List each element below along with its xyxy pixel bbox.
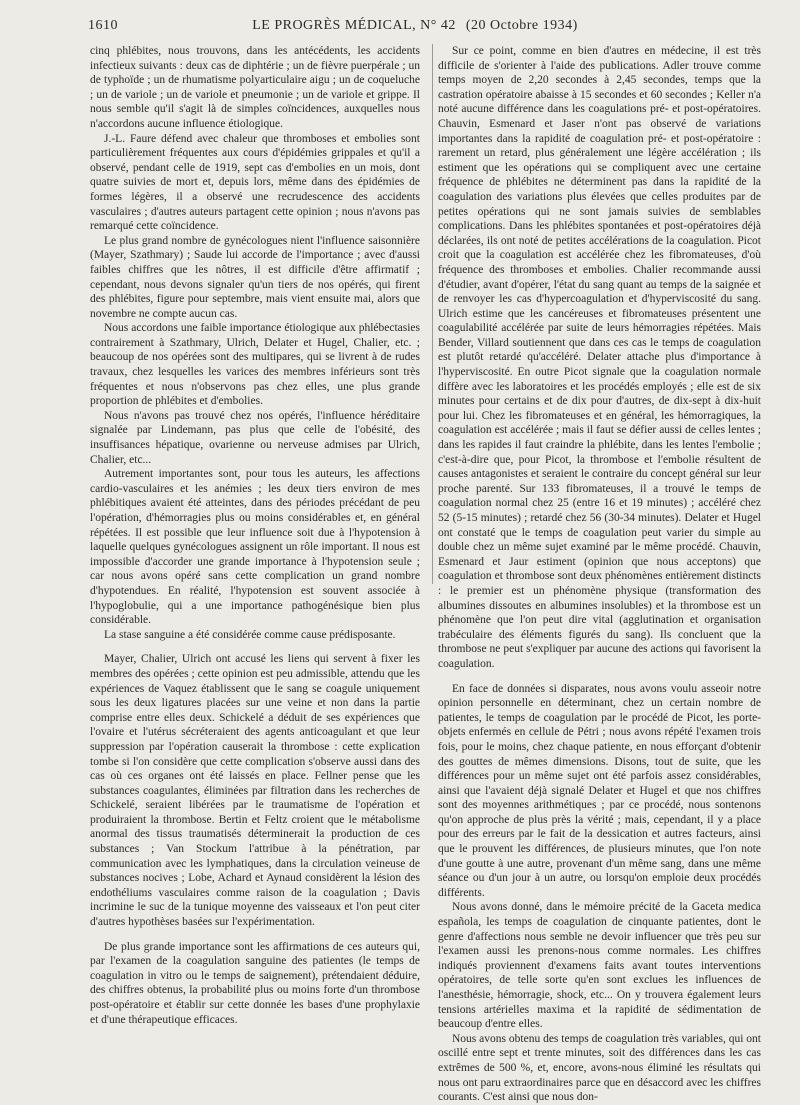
paragraph: La stase sanguine a été considérée comme cause prédisposante.: [104, 628, 396, 641]
paragraph: Autrement importantes sont, pour tous les auteurs, les affections cardio-vasculaires et les anémies ; les deux tiers environ de mes phlébitiques avaient été atteintes, dans des périodes précédant de peu l'opération, d'hémorragies plus ou moins considérables et, en général répétées. Il est possible que leur influence soit due à l'hypotension à laquelle quelques gynécologues assignent un rôle important. Il nous est impossible d'accorder une grande importance à l'hypotension seule ; car nous avons opéré sans cette complication un grand nombre d'hypotendues. En réalité, l'hypotension est souvent associée à l'hypoglobulie, qui a une importance pathogénésique bien plus considérable.: [90, 468, 420, 627]
paragraph: Nous n'avons pas trouvé chez nos opérés, l'influence héréditaire signalée par Lindemann, pas plus que celle de l'obésité, des insuffisances hépatique, ovarienne ou nerveuse admises par Ulrich, Chalier, etc...: [90, 409, 420, 466]
issue-number: N° 42: [420, 18, 456, 33]
page-header: [88, 18, 742, 36]
journal-name: LE PROGRÈS MÉDICAL,: [252, 18, 417, 33]
left-column: [90, 44, 420, 1027]
paragraph: Nous avons donné, dans le mémoire précité de la Gaceta medica española, les temps de coagulation de cinquante patientes, dont le genre d'affections nous semble ne devoir influencer que très peu sur l'examen aussi les prenons-nous comme normales. Les chiffres indiqués proviennent d'examens faits avant toutes interventions opératoires, de telle sorte qu'en sont exclues les influences de l'anesthésie, hémorragie, shock, etc... On y trouvera également leurs tensions artérielles maxima et la rapidité de sédimentation de beaucoup d'entre elles.: [438, 901, 761, 1031]
paragraph: De plus grande importance sont les affirmations de ces auteurs qui, par l'examen de la coagulation sanguine des patientes (le temps de coagulation in vitro ou le temps de saignement), prétendaient déduire, des chiffres obtenus, la probabilité plus ou moins forte d'un thrombose post-opératoire et établir sur cette donnée les bases d'une prophylaxie et d'une thérapeutique efficaces.: [90, 940, 420, 1026]
paragraph: En face de données si disparates, nous avons voulu asseoir notre opinion personnelle en déterminant, chez un certain nombre de patientes, le temps de coagulation par le procédé de Picot, les porte-objets enfermés en cellule de Pétri ; nous avons répété l'examen trois fois, pour le moins, chez chaque patiente, en nous efforçant d'obtenir des gouttes de mêmes dimensions. Disons, tout de suite, que les différences pour un même sujet ont été parfois assez considérables, ainsi que l'avaient déjà signalé Delater et Hugel et que nos chiffres sont des moyennes arithmétiques ; par ce procédé, nous sontenons qu'on approche de plus près la vérité ; mais, cependant, il y a place pour des erreurs par le fait de la dessication et autres facteurs, ainsi que le prouvent les différences, de plusieurs minutes, que l'on note d'une goutte à une autre, provenant d'un même sang, dans une même séance ou d'un jour à un autre, ou lorsqu'on emploie deux procédés différents.: [438, 682, 761, 899]
paragraph: Le plus grand nombre de gynécologues nient l'influence saisonnière (Mayer, Szathmary) ; Saude lui accorde de l'importance ; avec d'aussi faibles chiffres que les nôtres, il est difficile d'être affirmatif ; cependant, nous devons signaler qu'un tiers de nos opérés, qui firent des phlébites, figure pour septembre, mais vient ensuite mai, alors que novembre ne compte aucun cas.: [90, 234, 420, 320]
paragraph: cinq phlébites, nous trouvons, dans les antécédents, les accidents infectieux suivants : deux cas de diphtérie ; un de fièvre puerpérale ; un de typhoïde ; un de rhumatisme polyarticulaire aigu ; un de coqueluche ; un de variole ; un de variole et pneumonie ; un de variole et grippe. Il nous semble qu'il s'agit là de simples coïncidences, auxquelles nous n'accordons aucune influence étiologique.: [90, 45, 420, 130]
journal-title-line: [88, 18, 742, 34]
page-number: 1610: [88, 18, 118, 33]
paragraph: Sur ce point, comme en bien d'autres en médecine, il est très difficile de s'orienter à l'aide des publications. Adler trouve comme temps moyen de 2,20 secondes à 2,45 secondes, temps que la castration opératoire abaisse à 15 secondes et 60 secondes ; Keller n'a noté aucune différence dans les coagulations pré- et post-opératoires. Chauvin, Esmenard et Jaser n'ont pas observé de variations importantes dans la rapidité de coagulation pré- et post-opératoire : rarement un retard, plus généralement une légère accélération ; ils estiment que les opérations qui se compliquent avec une certaine fréquence de phlébites ne déterminent pas dans la rapidité de la coagulation des variations plus élevées que celles produites par de petites opérations qui ne sont jamais suivies de semblables complications. Dans les phlébites spontanées et post-opératoires déjà déclarées, ils ont noté de petites accélérations de la coagulation. Picot croit que la coagulation est accélérée chez les fibromateuses, d'où fréquence des thromboses et embolies. Chalier recommande aussi d'étudier, avant d'opérer, l'état du sang quant au temps de la saignée et de renvoyer les cas d'hypercoagulation et d'hyperviscosité du sang. Ulrich estime que les cancéreuses et fibromateuses présentent une coagulabilité accélérée par suite de leurs hémorragies répétées. Mais Bender, Villard soutiennent que dans ces cas le temps de coagulation est plutôt retardé qu'accéléré. Delater attache plus d'importance à l'hyperviscosité. En outre Picot signale que la coagulation normale diffère avec les laboratoires et les procédés employés ; elle est de six minutes pour certains et de dix pour d'autres, de dix-sept à dix-huit pour lui. Chez les fibromateuses et en général, les hémorragiques, la coagulation est accélérée ; mais il faut se défier aussi de celles lentes ; dans les rapides il faut craindre la phlébite, dans les lentes l'embolie ; c'est-à-dire que, pour Picot, la thrombose et l'embolie résultent de causes antagonistes et seraient le contraire du concept général sur leur proche parenté. Sur 133 fibromateuses, il a trouvé le temps de coagulation normal chez 25 (entre 16 et 19 minutes) ; accéléré chez 52 (5-15 minutes) ; retardé chez 56 (30-34 minutes). Delater et Hugel ont constaté que le temps de coagulation peut varier du simple au double chez un même sujet examiné par le même procédé. Chauvin, Esmenard et Jaur estiment (opinion que nous acceptons) que coagulation et thrombose sont deux phénomènes entièrement distincts : le premier est un phénomène physique (transformation des albumines dissoutes en albumines insolubles) et la thrombose est un phénomène que l'on peut dire vital (agglutination et organisation trabéculaire des éléments figurés du sang). Ils concluent que la thrombose ne peut s'expliquer par aucune des actions qui favorisent la coagulation.: [438, 45, 761, 670]
paragraph: Mayer, Chalier, Ulrich ont accusé les liens qui servent à fixer les membres des opérées ; cette opinion est peu admissible, attendu que les expériences de Vaquez établissent que le sang se coagule uniquement sous les deux ligatures placées sur une veine et non dans la partie comprise entre elles deux. Schickelé a déduit de ses expériences que l'ovaire et l'utérus sécréteraient des agents anticoagulant et que leur suppression par l'opération causerait la thrombose : cette explication tombe si l'on considère que cette complication s'observe aussi dans des cas où ces organes ont été laissés en place. Fellner pense que les substances coagulantes, éliminées par filtration dans les recherches de Schickelé, seraient libérées par le traumatisme de l'opération et produiraient la thrombose. Bertin et Feltz croient que le métabolisme anormal des tissus traumatisés déterminerait la production de ces substances ; Van Stockum l'attribue à la pénétration, par communication avec les lymphatiques, dans la circulation veineuse de substances nocives ; Lobe, Achard et Aynaud considèrent la lésion des endothéliums vasculaires comme raison de la coagulation ; Davis incrimine le suc de la tunique moyenne des vaisseaux et l'on peut citer d'autres hypothèses basées sur l'expérimentation.: [90, 653, 420, 929]
column-divider: [432, 44, 433, 584]
paragraph: Nous accordons une faible importance étiologique aux phlébectasies contrairement à Szathmary, Ulrich, Delater et Hugel, Chalier, etc. ; beaucoup de nos opérées sont des multipares, qui se livrent à de rudes travaux, chez lesquelles les varices des membres inférieurs sont très fréquentes et nous n'observons pas chez elles, une plus grande proportion de phlébites et d'embolies.: [90, 322, 420, 408]
paragraph: Nous avons obtenu des temps de coagulation très variables, qui ont oscillé entre sept et trente minutes, soit des différences dans les cas extrêmes de 500 %, et, encore, avons-nous éliminé les résultats qui nous ont paru extraordinaires parce que en désaccord avec les chiffres courants. C'est ainsi que nous don-: [438, 1032, 761, 1104]
paragraph: J.-L. Faure défend avec chaleur que thromboses et embolies sont particulièrement fréquentes aux cours d'épidémies grippales et qu'il a observé, pendant celle de 1919, sept cas d'embolies en un mois, dont quatre suivies de mort et, depuis lors, même dans des épidémies de formes légères, il a observé une recrudescence des accidents vasculaires ; d'autres auteurs partagent cette opinion ; nous n'avons pas remarqué cette coïncidence.: [90, 132, 420, 233]
right-column: [438, 44, 761, 1105]
issue-date: (20 Octobre 1934): [465, 18, 578, 33]
